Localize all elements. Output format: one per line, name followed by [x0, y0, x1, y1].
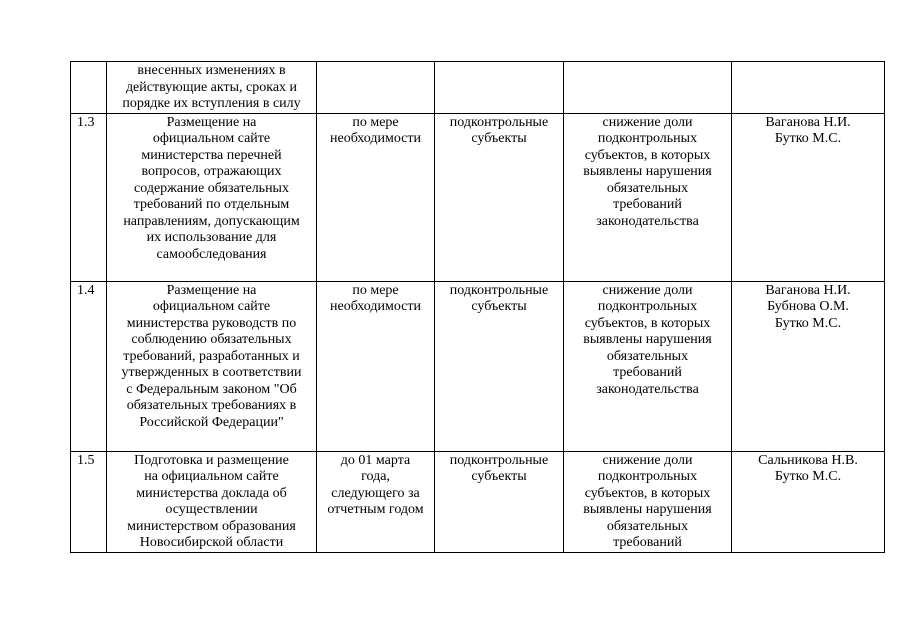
result-cell — [564, 62, 732, 114]
measures-table — [70, 61, 885, 553]
result-cell: снижение доли подконтрольных субъектов, в которых выявлены нарушения обязательных требований законодательства — [564, 281, 732, 451]
item-number — [71, 62, 107, 114]
item-number: 1.4 — [71, 281, 107, 451]
activity-cell: Размещение на официальном сайте министерства руководств по соблюдению обязательных требований, разработанных и утвержденных в соответствии с Федеральным законом "Об обязательных требованиях в Российской Федерации" — [107, 281, 317, 451]
deadline-cell — [317, 62, 435, 114]
activity-cell: внесенных изменениях в действующие акты, сроках и порядке их вступления в силу — [107, 62, 317, 114]
target-cell: подконтрольные субъекты — [435, 451, 564, 552]
result-cell: снижение доли подконтрольных субъектов, в которых выявлены нарушения обязательных требований законодательства — [564, 113, 732, 281]
target-cell: подконтрольные субъекты — [435, 113, 564, 281]
responsible-cell: Ваганова Н.И. Бутко М.С. — [732, 113, 885, 281]
activity-cell: Подготовка и размещение на официальном сайте министерства доклада об осуществлении министерством образования Новосибирской области — [107, 451, 317, 552]
deadline-cell: по мере необходимости — [317, 281, 435, 451]
target-cell — [435, 62, 564, 114]
responsible-cell — [732, 62, 885, 114]
deadline-cell: до 01 марта года, следующего за отчетным годом — [317, 451, 435, 552]
table-row — [71, 451, 885, 552]
deadline-cell: по мере необходимости — [317, 113, 435, 281]
item-number: 1.3 — [71, 113, 107, 281]
responsible-cell: Сальникова Н.В. Бутко М.С. — [732, 451, 885, 552]
responsible-cell: Ваганова Н.И. Бубнова О.М. Бутко М.С. — [732, 281, 885, 451]
target-cell: подконтрольные субъекты — [435, 281, 564, 451]
item-number: 1.5 — [71, 451, 107, 552]
activity-cell: Размещение на официальном сайте министерства перечней вопросов, отражающих содержание обязательных требований по отдельным направлениям, допускающим их использование для самообследования — [107, 113, 317, 281]
result-cell: снижение доли подконтрольных субъектов, в которых выявлены нарушения обязательных требований — [564, 451, 732, 552]
table-row — [71, 281, 885, 451]
table-row — [71, 113, 885, 281]
table-row — [71, 62, 885, 114]
